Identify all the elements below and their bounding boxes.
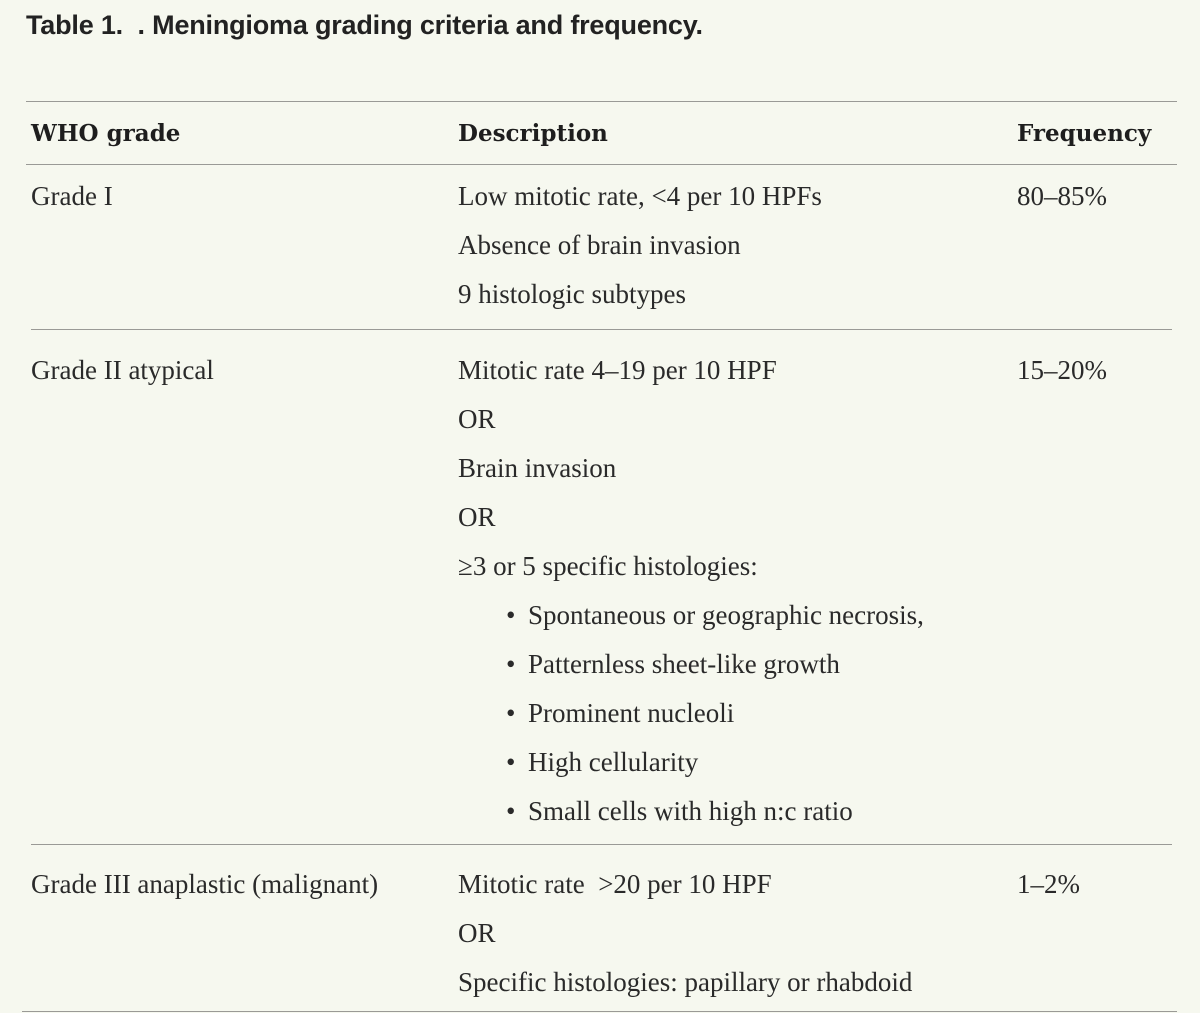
description-line: 9 histologic subtypes	[458, 279, 686, 309]
row-2-description	[458, 346, 924, 836]
bullet-item	[458, 640, 924, 689]
description-line: Absence of brain invasion	[458, 230, 741, 260]
description-line: OR	[458, 502, 496, 532]
bullet-text: Prominent nucleoli	[528, 698, 735, 728]
bullet-item	[458, 738, 924, 787]
description-line: Mitotic rate >20 per 10 HPF	[458, 869, 772, 899]
bullet-text: High cellularity	[528, 747, 699, 777]
bullet-item	[458, 787, 924, 836]
row-2-frequency: 15–20%	[1017, 355, 1107, 385]
header-who-grade: WHO grade	[31, 120, 181, 147]
bullet-dot: •	[506, 649, 516, 679]
table-caption	[26, 10, 703, 41]
bullet-dot: •	[506, 698, 516, 728]
description-line: OR	[458, 918, 496, 948]
description-line: Brain invasion	[458, 453, 617, 483]
table-title: . Meningioma grading criteria and frequency.	[137, 10, 703, 40]
description-line: Mitotic rate 4–19 per 10 HPF	[458, 355, 777, 385]
header-frequency: Frequency	[1017, 120, 1152, 147]
description-line: Specific histologies: papillary or rhabdoid	[458, 967, 913, 997]
bullet-dot: •	[506, 796, 516, 826]
bullet-item	[458, 689, 924, 738]
row-1-grade: Grade I	[31, 181, 113, 211]
bullet-text: Patternless sheet-like growth	[528, 649, 840, 679]
row-3-description	[458, 860, 912, 1007]
bullet-text: Small cells with high n:c ratio	[528, 796, 853, 826]
table-bottom-rule	[22, 1011, 1177, 1012]
table-label: Table 1.	[26, 10, 123, 40]
description-line: OR	[458, 404, 496, 434]
row-3-frequency: 1–2%	[1017, 869, 1080, 899]
row-1-frequency: 80–85%	[1017, 181, 1107, 211]
header-description: Description	[458, 120, 608, 147]
row-2-grade: Grade II atypical	[31, 355, 214, 385]
bullet-item	[458, 591, 924, 640]
row-1-description	[458, 172, 822, 319]
description-line: Low mitotic rate, <4 per 10 HPFs	[458, 181, 822, 211]
table-top-rule	[26, 101, 1177, 102]
bullet-dot: •	[506, 600, 516, 630]
bullet-text: Spontaneous or geographic necrosis,	[528, 600, 924, 630]
row-divider	[31, 844, 1172, 845]
header-rule	[26, 164, 1177, 165]
row-3-grade: Grade III anaplastic (malignant)	[31, 869, 379, 899]
description-line: ≥3 or 5 specific histologies:	[458, 551, 758, 581]
row-divider	[31, 329, 1172, 330]
bullet-dot: •	[506, 747, 516, 777]
